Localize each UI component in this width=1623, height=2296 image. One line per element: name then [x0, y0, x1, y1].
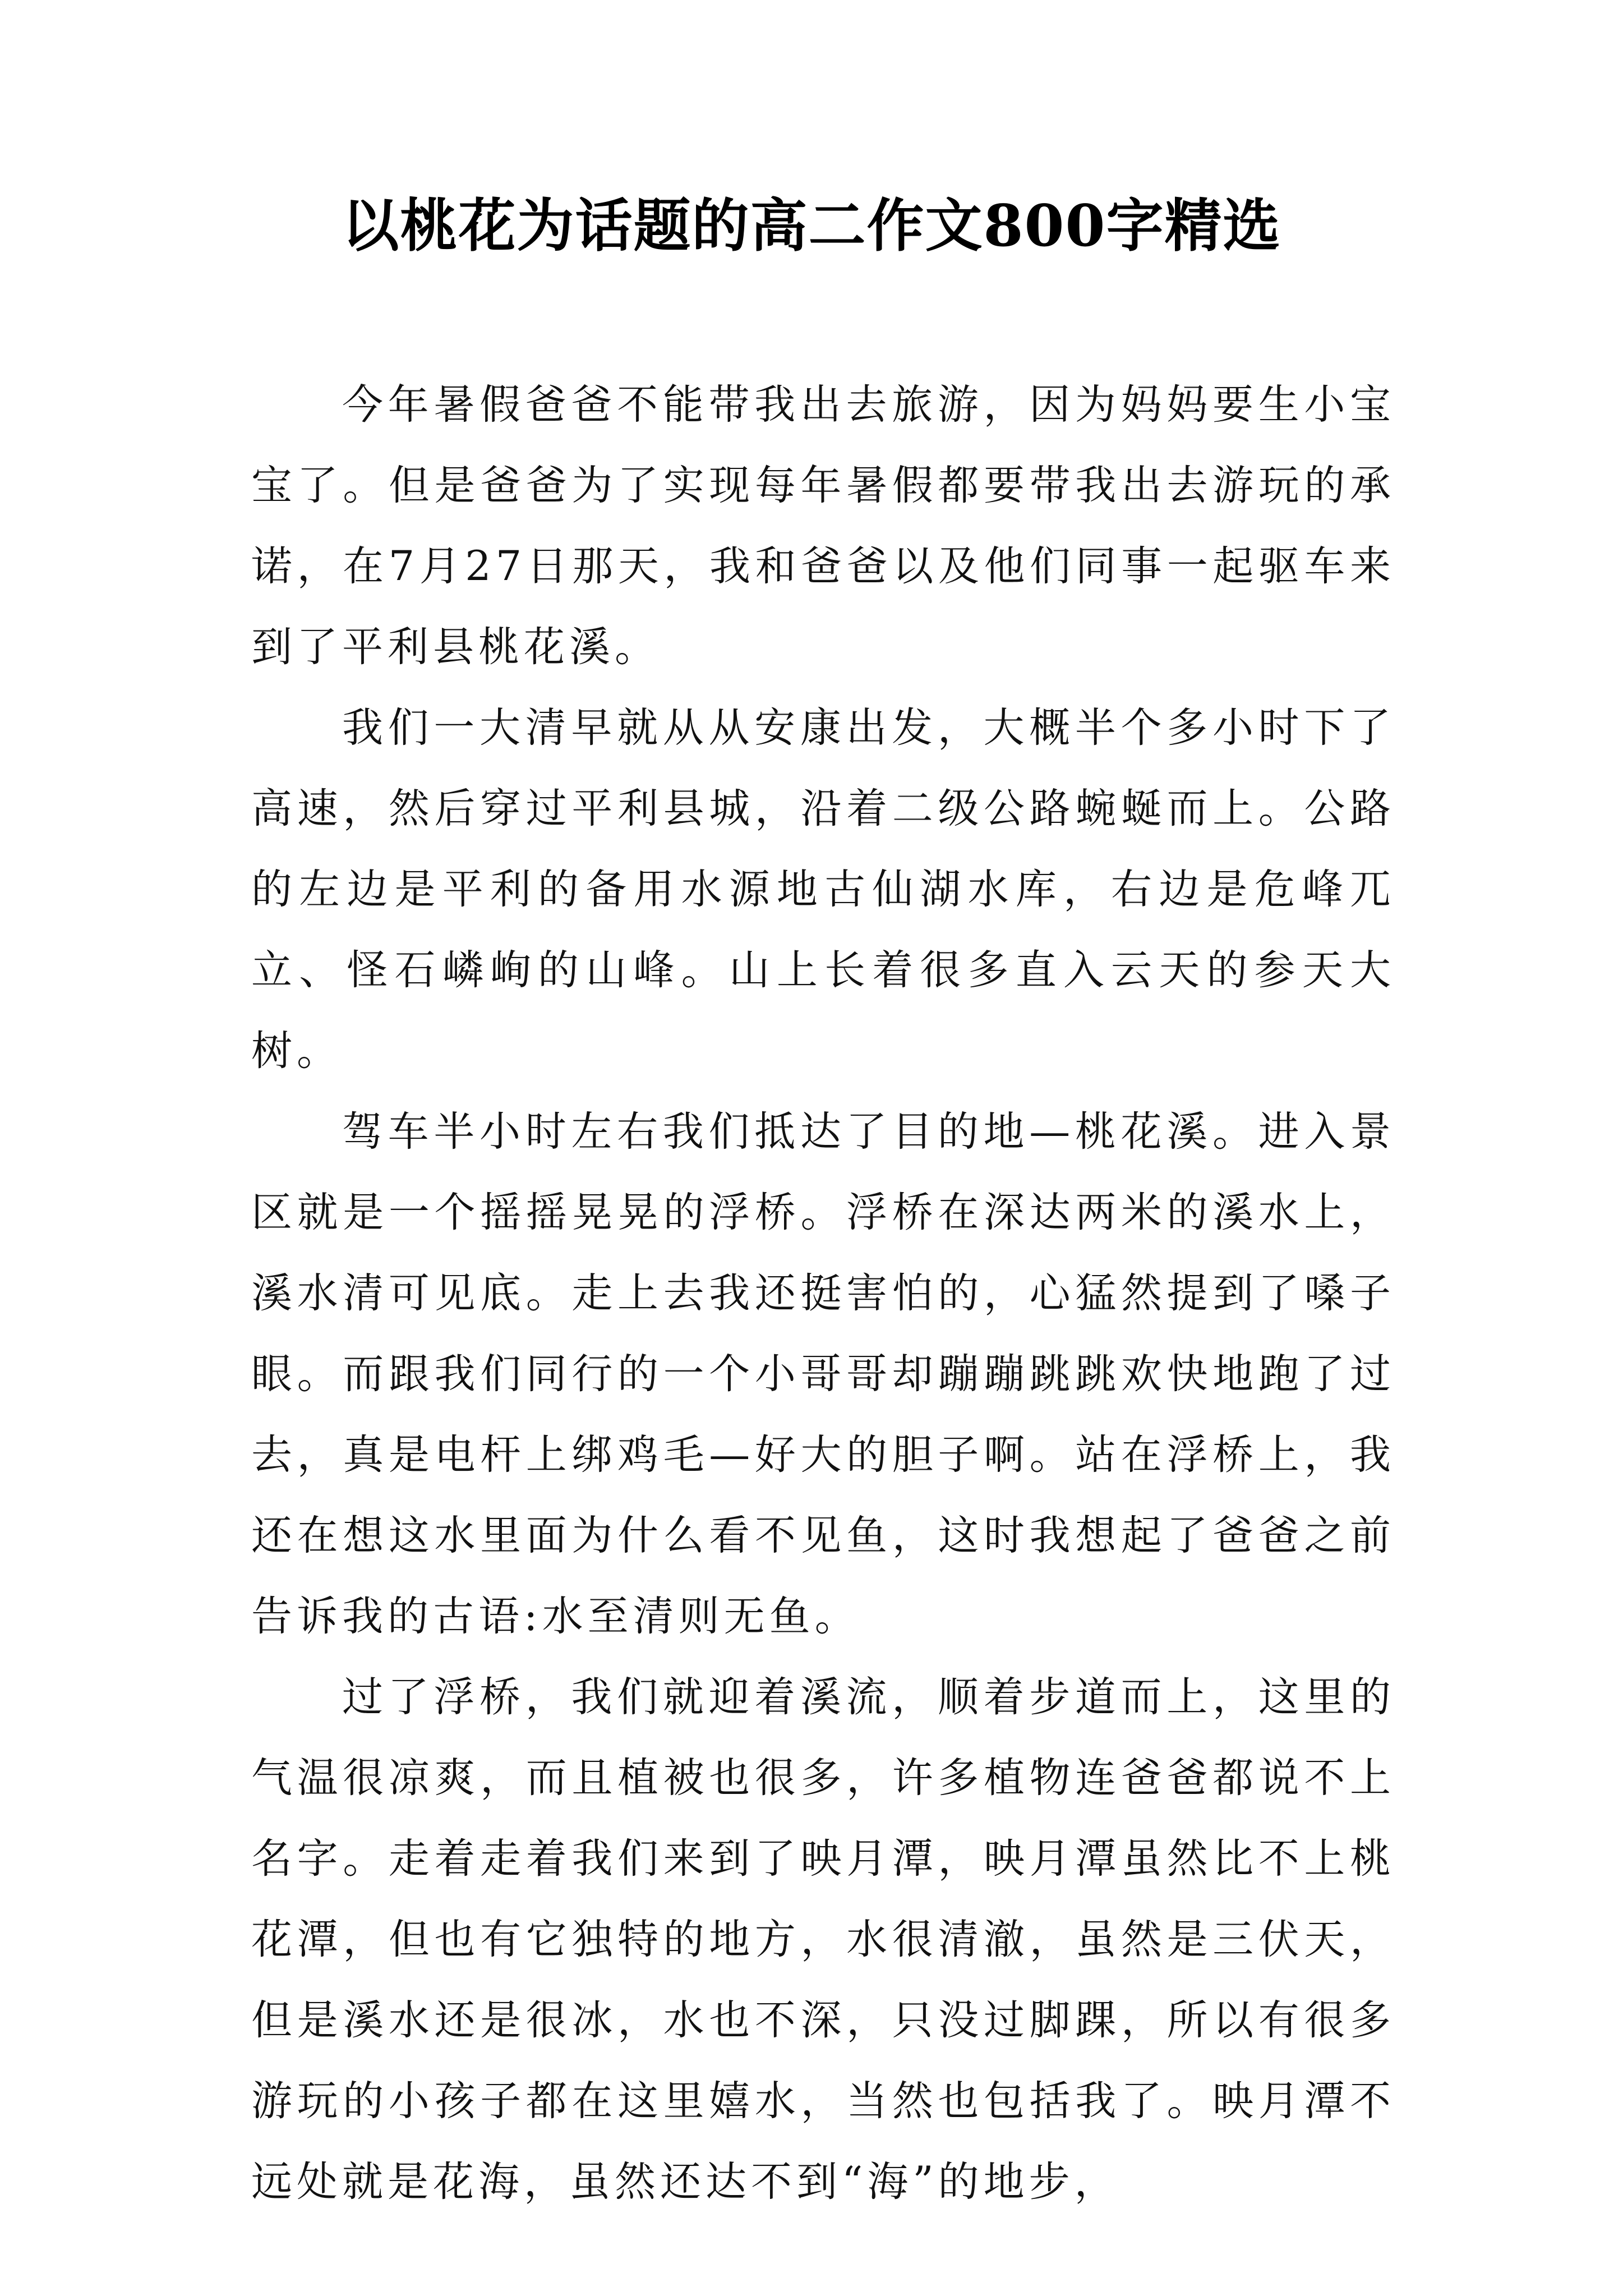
paragraph: 驾车半小时左右我们抵达了目的地—桃花溪。进入景区就是一个摇摇晃晃的浮桥。浮桥在深达两米的溪水上，溪水清可见底。走上去我还挺害怕的，心猛然提到了嗓子眼。而跟我们同行的一个小哥哥却蹦蹦跳跳欢快地跑了过去，真是电杆上绑鸡毛—好大的胆子啊。站在浮桥上，我还在想这水里面为什么看不见鱼，这时我想起了爸爸之前告诉我的古语:水至清则无鱼。	[251, 1108, 1395, 1640]
paragraph: 过了浮桥，我们就迎着溪流，顺着步道而上，这里的气温很凉爽，而且植被也很多，许多植物连爸爸都说不上名字。走着走着我们来到了映月潭，映月潭虽然比不上桃花潭，但也有它独特的地方，水很清澈，虽然是三伏天，但是溪水还是很冰，水也不深，只没过脚踝，所以有很多游玩的小孩子都在这里嬉水，当然也包括我了。映月潭不远处就是花海，虽然还达不到“海”的地步，	[251, 1673, 1395, 2206]
paragraph: 我们一大清早就从从安康出发，大概半个多小时下了高速，然后穿过平利县城，沿着二级公路蜿蜒而上。公路的左边是平利的备用水源地古仙湖水库，右边是危峰兀立、怪石嶙峋的山峰。山上长着很多直入云天的参天大树。	[251, 704, 1395, 1075]
document-body	[251, 365, 1395, 2223]
document-title: 以桃花为话题的高二作文800字精选	[342, 192, 1281, 260]
paragraph: 今年暑假爸爸不能带我出去旅游，因为妈妈要生小宝宝了。但是爸爸为了实现每年暑假都要带我出去游玩的承诺，在7月27日那天，我和爸爸以及他们同事一起驱车来到了平利县桃花溪。	[251, 381, 1395, 671]
